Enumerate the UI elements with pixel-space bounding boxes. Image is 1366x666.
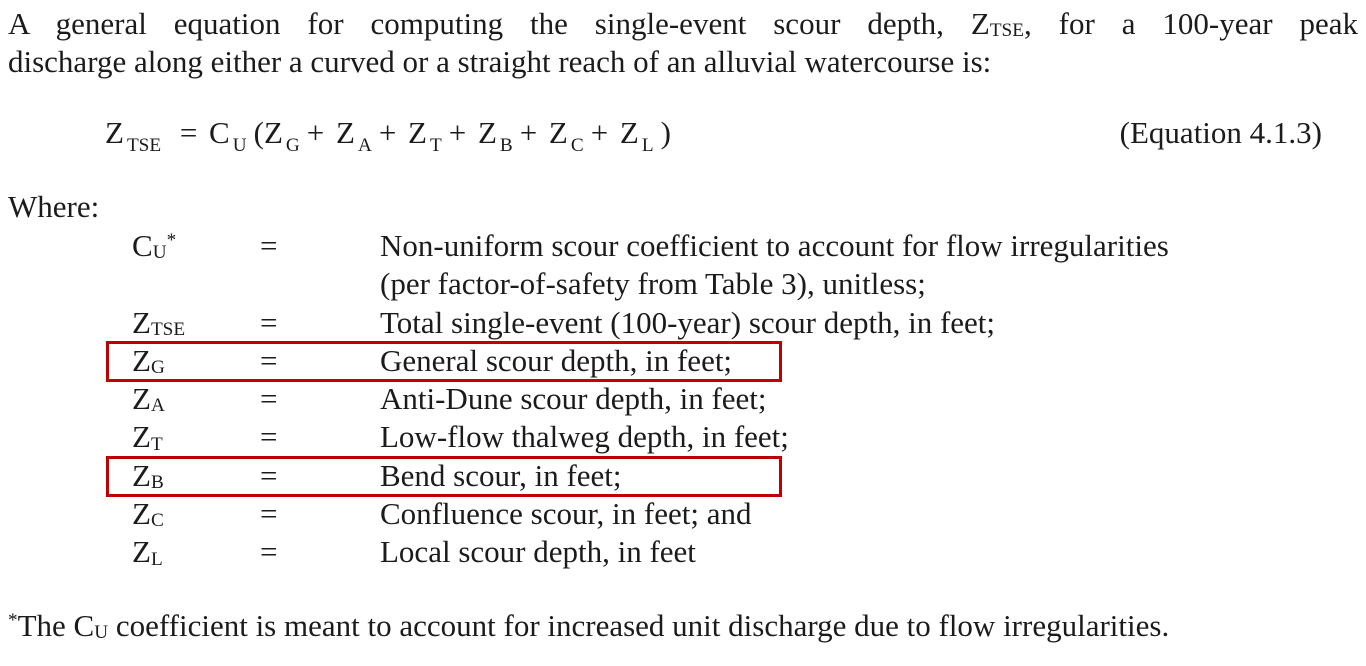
equation-expression: Z $_{TSE}$ = C $_U$ (Z $_G$ + Z $_A$ + Z $_T$ + Z $_B$ + Z $_C$ + Z $_L$ ) xyxy=(105,115,671,157)
definition-equals: = xyxy=(260,534,278,570)
definition-symbol: $Z_B$ xyxy=(132,457,164,494)
definition-equals: = xyxy=(260,419,278,455)
definition-equals: = xyxy=(260,457,278,493)
intro-paragraph xyxy=(8,5,1358,81)
definition-symbol: $Z_G$ xyxy=(132,342,165,379)
definition-description: Confluence scour, in feet; and xyxy=(380,496,752,532)
definition-row xyxy=(132,227,1358,304)
definition-row xyxy=(132,495,1358,533)
definition-symbol: $Z_T$ xyxy=(132,419,163,455)
definition-equals: = xyxy=(260,228,278,263)
definition-description: Non-uniform scour coefficient to account for flow irregularities (per factor-of-safety from Table 3), unitless; xyxy=(380,228,1169,302)
definition-description: General scour depth, in feet; xyxy=(380,342,733,378)
definition-symbol: $Z_A$ xyxy=(132,381,165,417)
definition-equals: = xyxy=(260,496,278,532)
definition-row xyxy=(132,304,1358,342)
definition-row xyxy=(132,457,1358,495)
definition-row xyxy=(132,342,1358,380)
definition-equals: = xyxy=(260,342,278,378)
intro-line-2: discharge along either a curved or a straight reach of an alluvial watercourse is: xyxy=(8,44,992,79)
equation-label: (Equation 4.1.3) xyxy=(1119,115,1322,150)
equation-row xyxy=(8,112,1358,157)
footnote: *The $C_U$ coefficient is meant to account for increased unit discharge due to flow irregularities. xyxy=(8,607,1170,643)
definition-description: Anti-Dune scour depth, in feet; xyxy=(380,381,767,417)
definition-description: Local scour depth, in feet xyxy=(380,534,696,570)
definition-symbol: $Z_L$ xyxy=(132,534,163,570)
definition-description: Total single-event (100-year) scour depth, in feet; xyxy=(380,304,996,340)
definition-symbol: $Z_{TSE}$ xyxy=(132,304,186,340)
definitions-list xyxy=(8,227,1358,572)
definition-symbol: $Z_C$ xyxy=(132,496,164,532)
definition-equals: = xyxy=(260,381,278,417)
definition-equals: = xyxy=(260,304,278,340)
definition-description: Low-flow thalweg depth, in feet; xyxy=(380,419,789,455)
where-label: Where: xyxy=(8,189,100,224)
definition-row xyxy=(132,380,1358,418)
definition-description: Bend scour, in feet; xyxy=(380,457,622,493)
definition-symbol: $C_U^*$ xyxy=(132,228,177,264)
definition-row xyxy=(132,418,1358,456)
intro-line-1: A general equation for computing the single-event scour depth, $Z_{TSE}$, for a 100-year peak xyxy=(8,6,1358,42)
definition-row xyxy=(132,533,1358,571)
document-page xyxy=(8,5,1358,646)
